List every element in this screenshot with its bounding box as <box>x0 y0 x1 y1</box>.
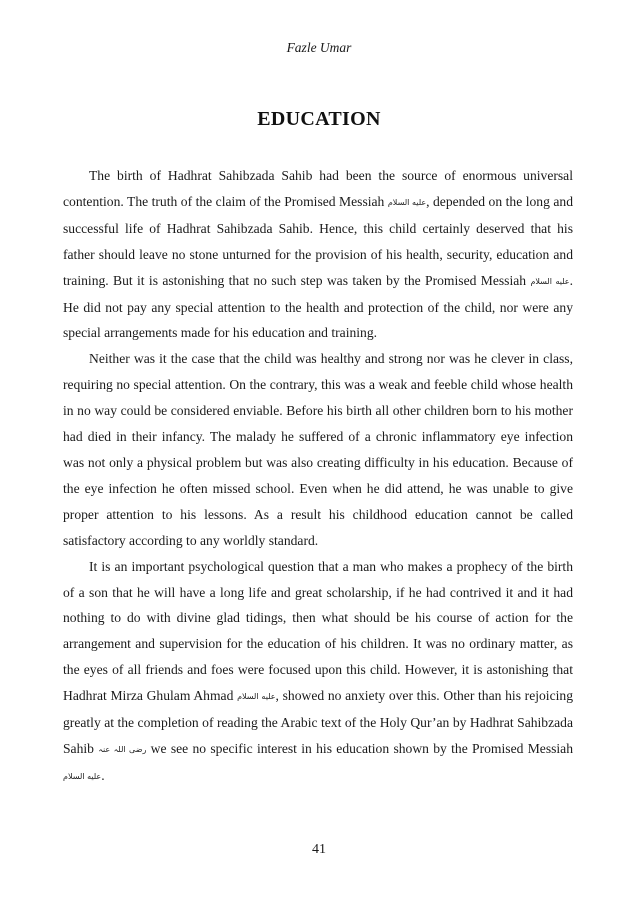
honorific-alaihissalam: عليه السلام <box>387 197 427 207</box>
paragraph-1-text-1: The birth of Hadhrat Sahibzada Sahib had been the source of enormous universal contention. The truth of the claim of the Promised Messiah <box>63 168 573 209</box>
honorific-raziallahu-anhu: رضی اللہ عنہ <box>98 744 147 754</box>
paragraph-3-text-4: . <box>101 767 105 783</box>
page-number: 41 <box>312 842 326 857</box>
paragraph-3 <box>63 554 573 790</box>
chapter-title: EDUCATION <box>257 108 381 130</box>
paragraph-2: Neither was it the case that the child was healthy and strong nor was he clever in class, requiring no special attention. On the contrary, this was a weak and feeble child whose health in no way could be considered enviable. Before his birth all other children born to his mother had died in their infancy. The malady he suffered of a chronic inflammatory eye infection was not only a physical problem but was also creating difficulty in his education. Because of the eye infection he often missed school. Even when he did attend, he was unable to give proper attention to his lessons. As a result his childhood education cannot be called satisfactory according to any worldly standard. <box>63 351 573 548</box>
paragraph-1-text-2: , depended on the long and successful life of Hadhrat Sahibzada Sahib. Hence, this child certainly deserved that his father should leave no stone unturned for the provision of his health, security, education and training. But it is astonishing that no such step was taken by the Promised Messiah <box>63 193 573 288</box>
paragraph-3-text-2: , showed no anxiety over this. Other than his rejoicing greatly at the completion of reading the Arabic text of the Holy Qur’an by Hadhrat Sahibzada Sahib <box>63 688 573 756</box>
paragraph-1-text-3: . He did not pay any special attention to the health and protection of the child, nor were any special arrangements made for his education and training. <box>63 272 573 341</box>
paragraph-1 <box>63 163 573 346</box>
honorific-alaihissalam: عليه السلام <box>237 692 276 702</box>
honorific-alaihissalam: عليه السلام <box>530 276 570 286</box>
paragraph-3-text-3: we see no specific interest in his education shown by the Promised Messiah <box>146 740 574 756</box>
honorific-alaihissalam: عليه السلام <box>63 771 102 781</box>
running-head: Fazle Umar <box>286 40 352 55</box>
paragraph-3-text-1: It is an important psychological question that a man who makes a prophecy of the birth of a son that he will have a long life and great scholarship, if he had contrived it and it had nothing to do with divine glad tidings, then what should be his course of action for the arrangement and supervision for the education of his children. It was no ordinary matter, as the eyes of all friends and foes were focused upon this child. However, it is astonishing that Hadhrat Mirza Ghulam Ahmad <box>63 558 573 704</box>
body-text <box>63 163 573 790</box>
